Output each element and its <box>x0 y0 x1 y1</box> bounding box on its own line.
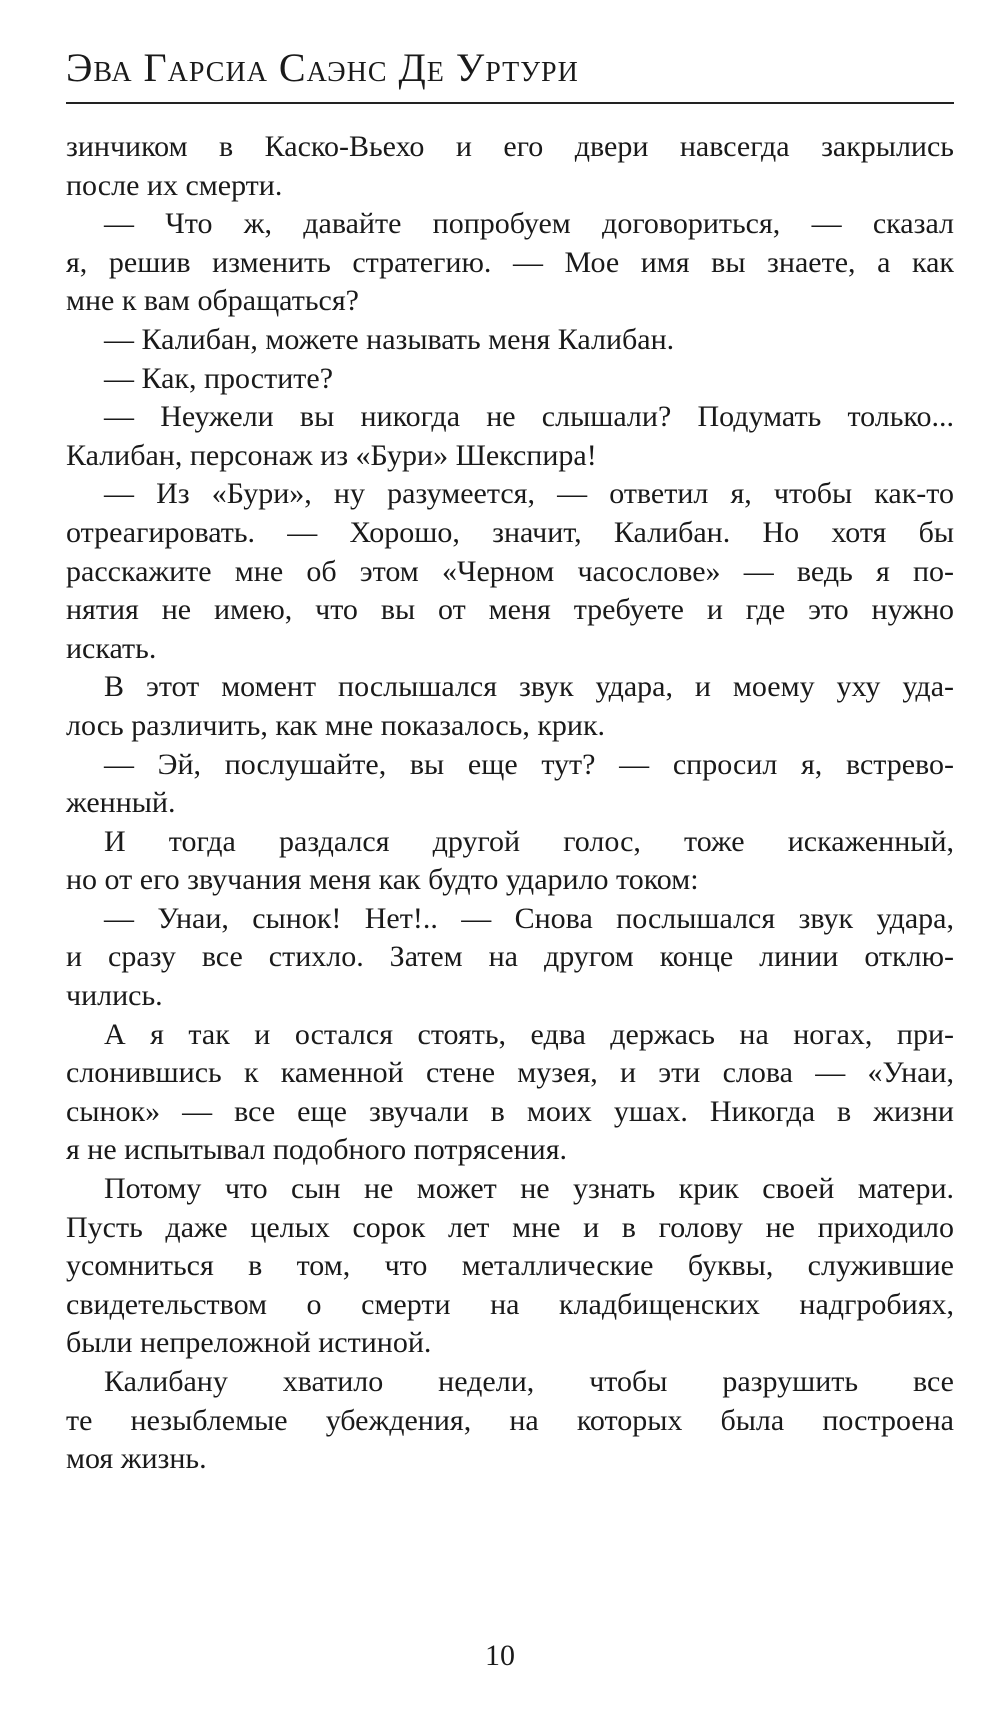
text-line: И тогда раздался другой голос, тоже искаженный, <box>104 824 954 858</box>
text-line: В этот момент послышался звук удара, и моему уху уда- <box>104 670 954 704</box>
text-line: моя жизнь. <box>66 1442 207 1476</box>
text-line: я, решив изменить стратегию. — Мое имя вы знаете, а как <box>66 245 954 279</box>
text-line: я не испытывал подобного потрясения. <box>66 1133 568 1167</box>
text-line: — Эй, послушайте, вы еще тут? — спросил я, встрево- <box>104 747 954 781</box>
running-header-title: Эва Гарсиа Саэнс Де Уртури <box>66 45 579 90</box>
text-line: — Унаи, сынок! Нет!.. — Снова послышался звук удара, <box>104 901 954 935</box>
text-line: сынок» — все еще звучали в моих ушах. Никогда в жизни <box>66 1094 954 1128</box>
text-line: Потому что сын не может не узнать крик своей матери. <box>104 1172 954 1206</box>
text-line: слонившись к каменной стене музея, и эти слова — «Унаи, <box>66 1056 954 1090</box>
text-line: — Из «Бури», ну разумеется, — ответил я, чтобы как-то <box>104 477 954 511</box>
text-line: А я так и остался стоять, едва держась на ногах, при- <box>104 1017 954 1051</box>
text-line: усомниться в том, что металлические буквы, служившие <box>66 1249 954 1283</box>
page-number: 10 <box>485 1639 515 1672</box>
body-text <box>66 128 954 1479</box>
text-line: Калибан, персонаж из «Бури» Шекспира! <box>66 438 597 472</box>
text-line: но от его звучания меня как будто ударило током: <box>66 863 699 897</box>
text-line: чились. <box>66 979 163 1013</box>
text-line: расскажите мне об этом «Черном часослове» — ведь я по- <box>66 554 954 588</box>
text-line: отреагировать. — Хорошо, значит, Калибан. Но хотя бы <box>66 515 954 549</box>
text-line: нятия не имею, что вы от меня требуете и где это нужно <box>66 593 954 627</box>
text-line: мне к вам обращаться? <box>66 284 359 318</box>
text-line: искать. <box>66 631 157 665</box>
text-line: — Как, простите? <box>104 361 334 395</box>
text-line: Калибану хватило недели, чтобы разрушить все <box>104 1365 954 1398</box>
text-line: свидетельством о смерти на кладбищенских надгробиях, <box>66 1287 954 1321</box>
text-line: Пусть даже целых сорок лет мне и в голову не приходило <box>66 1210 954 1244</box>
text-line: после их смерти. <box>66 168 283 202</box>
text-line: — Неужели вы никогда не слышали? Подумать только... <box>104 400 954 434</box>
text-line: и сразу все стихло. Затем на другом конце линии отклю- <box>66 940 954 974</box>
text-line: женный. <box>66 786 176 820</box>
text-line: — Калибан, можете называть меня Калибан. <box>104 322 675 356</box>
running-header <box>66 40 954 104</box>
text-line: зинчиком в Каско-Вьехо и его двери навсегда закрылись <box>66 130 954 163</box>
text-line: — Что ж, давайте попробуем договориться, — сказал <box>104 207 954 241</box>
text-line: лось различить, как мне показалось, крик. <box>66 708 606 742</box>
text-line: те незыблемые убеждения, на которых была построена <box>66 1403 954 1437</box>
text-line: были непреложной истиной. <box>66 1326 432 1360</box>
